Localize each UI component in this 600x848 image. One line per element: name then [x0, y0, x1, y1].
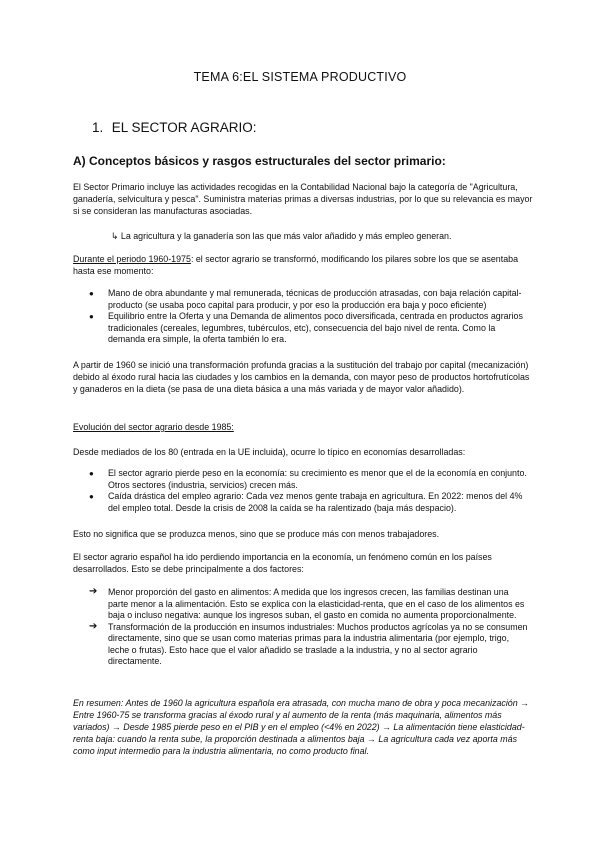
factors-list [89, 587, 529, 668]
list-item: ➔ Transformación de la producción en insumos industriales: Muchos productos agrícolas ya no se consumen directamente, sino que se usan como materias primas para la industria alimentaria (por ejemplo, trigo, leche o frutas). Esto hace que el valor añadido se traslade a la industria, y no al sector agrario directamente. [89, 620, 528, 666]
factors-intro: El sector agrario español ha ido perdiendo importancia en la economía, un fenómeno común en los países desarrollados. Esto se debe principalmente a dos factores: [73, 552, 492, 574]
period-text: : el sector agrario se transformó, modificando los pilares sobre los que se asentaba hasta ese momento: [73, 254, 519, 276]
bullet-icon: ● [89, 312, 94, 321]
intro-note: ↳ La agricultura y la ganadería son las que más valor añadido y más empleo generan. [111, 231, 452, 241]
intro-paragraph: El Sector Primario incluye las actividades recogidas en la Contabilidad Nacional bajo la categoría de "Agricultura, ganadería, selvicultura y pesca". Suministra materias primas a diversas industrias, por lo que su relevancia es mayor si se consideran las manufacturas asociadas. [73, 182, 533, 216]
arrow-icon: ➔ [89, 586, 98, 597]
evolution-heading: Evolución del sector agrario desde 1985: [73, 422, 234, 432]
evolution-bullet-list [89, 468, 529, 514]
bullet-icon: ● [89, 492, 94, 501]
list-item: ● El sector agrario pierde peso en la economía: su crecimiento es menor que el de la economía en conjunto. Otros sectores (industria, servicios) crecen más. [89, 468, 527, 490]
subsection-heading: A) Conceptos básicos y rasgos estructurales del sector primario: [73, 154, 446, 168]
period-paragraph [73, 253, 533, 277]
not-less-paragraph: Esto no significa que se produzca menos, sino que se produce más con menos trabajadores. [73, 529, 440, 539]
summary-paragraph: En resumen: Antes de 1960 la agricultura española era atrasada, con mucha mano de obra y poca mecanización → Entre 1960-75 se transforma gracias al éxodo rural y al aumento de la renta (más maquinaria, alimentos más variados) → Desde 1985 pierde peso en el PIB y en el empleo (<4% en 2022) → La alimentación tiene elasticidad-renta baja: cuando la renta sube, la proporción destinada a alimentos baja → La agricultura cada vez aporta más como input intermedio para la industria alimentaria, no como producto final. [73, 698, 530, 756]
bullet-icon: ● [89, 469, 94, 478]
document-title: TEMA 6:EL SISTEMA PRODUCTIVO [193, 70, 407, 84]
section-number: 1. [92, 120, 104, 135]
paragraph-1960: A partir de 1960 se inició una transformación profunda gracias a la sustitución del trabajo por capital (mecanización) debido al éxodo rural hacia las ciudades y los cambios en la demanda, con mayor peso de productos hortofrutícolas y ganaderos en la dieta (se pasa de una dieta básica a una más variada y de mayor valor añadido). [73, 360, 530, 394]
section-heading [92, 120, 257, 135]
section-title: EL SECTOR AGRARIO: [111, 120, 257, 135]
bullet-icon: ● [89, 289, 94, 298]
list-item: ➔ Menor proporción del gasto en alimentos: A medida que los ingresos crecen, las familias destinan una parte menor a la alimentación. Esto se explica con la elasticidad-renta, que en el caso de los alimentos es baja o incluso negativa: aunque los ingresos suban, el gasto en comida no aumenta proporcionalmente. [89, 586, 525, 620]
list-item: ● Mano de obra abundante y mal remunerada, técnicas de producción atrasadas, con baja relación capital-producto (se usaba poco capital para producir, y por eso la producción era baja y poco eficiente) [89, 288, 522, 310]
list-item: ● Caída drástica del empleo agrario: Cada vez menos gente trabaja en agricultura. En 2022: menos del 4% del empleo total. Desde la crisis de 2008 la caída se ha ralentizado (baja más despacio). [89, 491, 523, 513]
evolution-intro: Desde mediados de los 80 (entrada en la UE incluida), ocurre lo típico en economías desarrolladas: [73, 447, 466, 457]
arrow-icon: ➔ [89, 620, 98, 632]
period-bullet-list [89, 288, 529, 346]
period-label: Durante el periodo 1960-1975 [73, 254, 191, 264]
list-item: ● Equilibrio entre la Oferta y una Demanda de alimentos poco diversificada, centrada en productos agrarios tradicionales (cereales, legumbres, tubérculos, etc), consecuencia del bajo nivel de renta. Como la demanda era simple, la oferta también lo era. [89, 311, 523, 344]
